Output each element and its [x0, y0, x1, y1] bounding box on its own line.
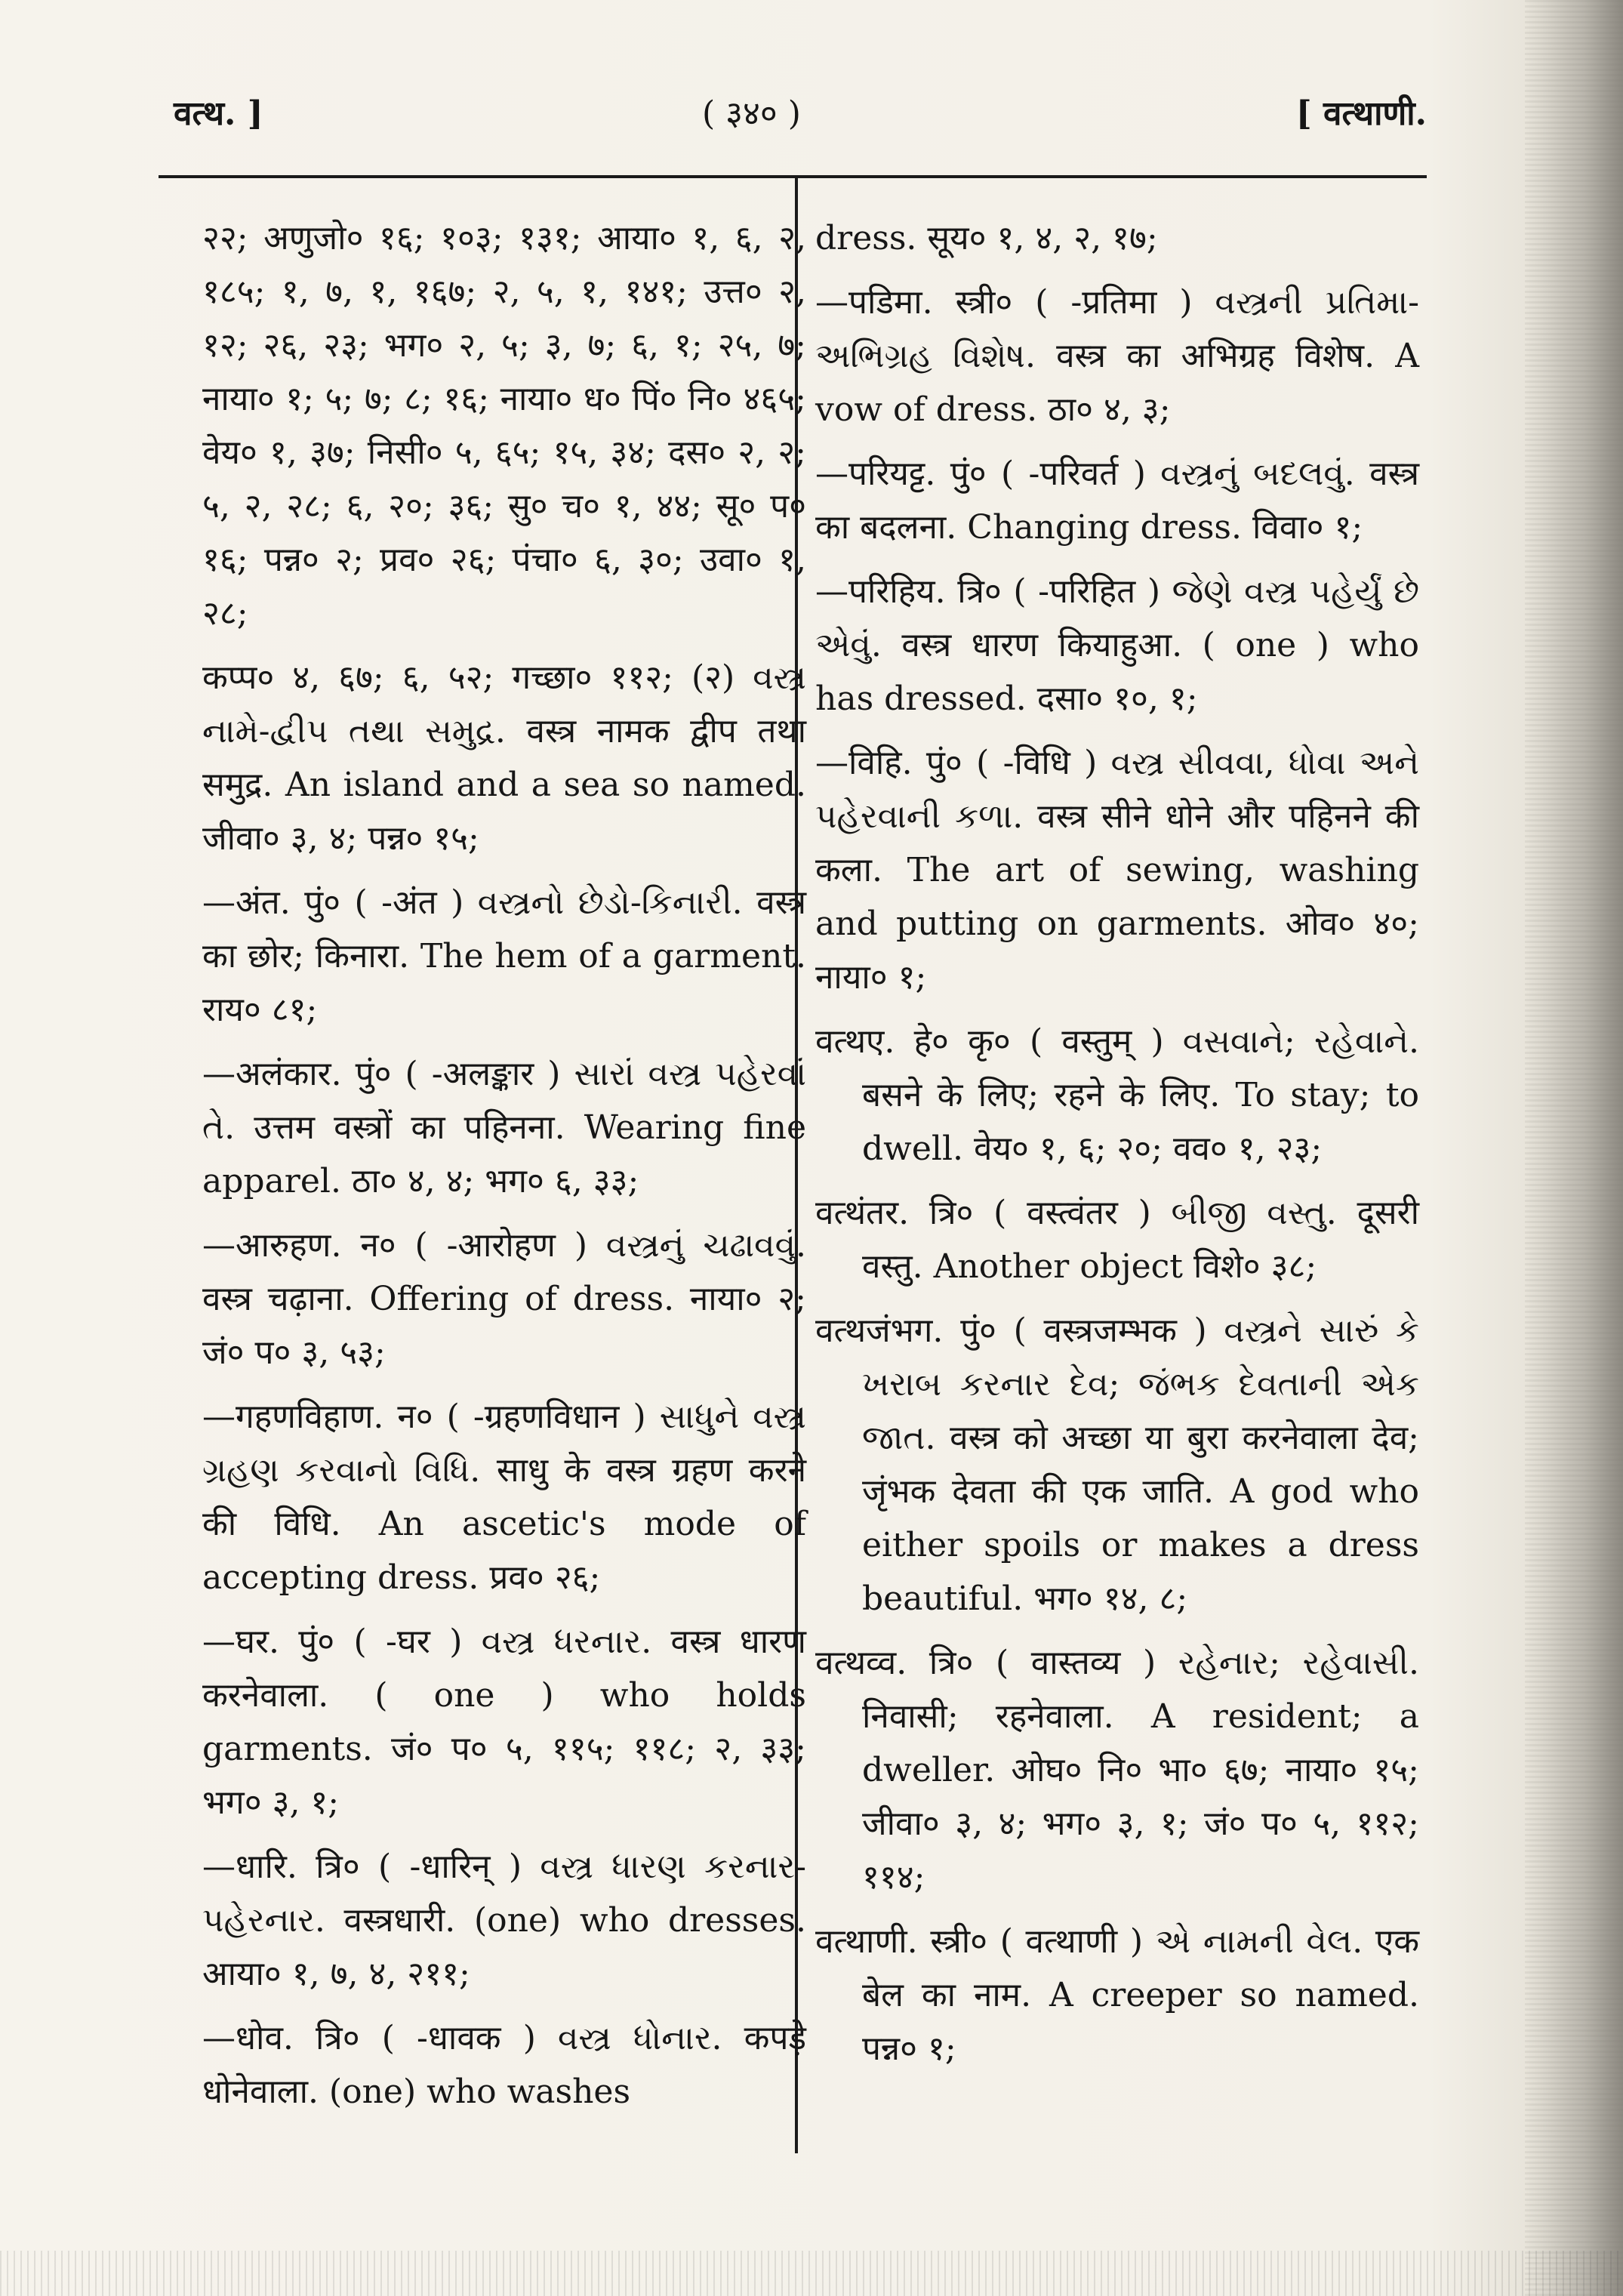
headword-entry: वत्थंतर. त्रि० ( वस्त्वंतर ) બીજી વસ્તુ. दूसरी वस्तु. Another object विशे० ३८; — [815, 1194, 1419, 1286]
header-left-guideword: वत्थ. ] — [174, 94, 263, 133]
header-rule — [159, 175, 1427, 178]
page-number: ( ३४० ) — [702, 94, 801, 133]
entry-paragraph: —आरुहण. न० ( -आरोहण ) વસ્ત્રનું ચઢાવવું. वस्त्र चढ़ाना. Offering of dress. नाया० २; जं० प० ३, ५३; — [202, 1226, 806, 1372]
entry-paragraph: —परियट्ट. पुं० ( -परिवर्त ) વસ્ત્રનું બદલવું. वस्त्र का बदलना. Changing dress. विवा० १; — [815, 455, 1419, 547]
headword-entry: वत्थए. हे० कृ० ( वस्तुम् ) વસવાને; રહેવાને. बसने के लिए; रहने के लिए. To stay; to dwell. वेय० १, ६; २०; वव० १, २३; — [815, 1022, 1419, 1168]
entry-paragraph: dress. सूय० १, ४, २, १७; — [815, 219, 1158, 257]
entry-paragraph: २२; अणुजो० १६; १०३; १३१; आया० १, ६, २, १८५; १, ७, १, १६७; २, ५, १, १४१; उत्त० २, १२; २६, २३; भग० २, ५; ३, ७; ६, १; २५, ७; नाया० १; ५; ७; ८; १६; नाया० ध० पिं० नि० ४६५; वेय० १, ३७; निसी० ५, ६५; १५, ३४; दस० २, २; ५, २, २८; ६, २०; ३६; सु० च० १, ४४; सू० प० १६; पन्न० २; प्रव० २६; पंचा० ६, ३०; उवा० १, २८; — [202, 219, 806, 633]
headword-entry: वत्थव्व. त्रि० ( वास्तव्य ) રહેનાર; રહેવાસી. निवासी; रहनेवाला. A resident; a dweller. ओघ० नि० भा० ६७; नाया० १५; जीवा० ३, ४; भग० ३, १; जं० प० ५, ११२; ११४; — [815, 1644, 1419, 1897]
entry-paragraph: —अंत. पुं० ( -अंत ) વસ્ત્રનો છેડો-કિનારી. वस्त्र का छोर; किनारा. The hem of a garment. राय० ८१; — [202, 883, 806, 1029]
entry-paragraph: —परिहिय. त्रि० ( -परिहित ) જેણે વસ્ત્ર પહેર્યું છે એવું. वस्त्र धारण कियाहुआ. ( one ) who has dressed. दसा० १०, १; — [815, 572, 1419, 718]
page-header — [159, 89, 1427, 142]
entry-paragraph: —पडिमा. स्त्री० ( -प्रतिमा ) વસ્ત્રની પ્રતિમા-અભિગ્રહ વિશેષ. वस्त्र का अभिग्रह विशेष. A vow of dress. ठा० ४, ३; — [815, 283, 1419, 429]
headword-entry: वत्थाणी. स्त्री० ( वत्थाणी ) એ નામની વેલ. एक बेल का नाम. A creeper so named. पन्न० १; — [815, 1922, 1419, 2068]
left-column — [202, 211, 806, 2129]
entry-paragraph: —गहणविहाण. न० ( -ग्रहणविधान ) સાધુને વસ્ત્ર ગ્રહણ કરવાનો વિધિ. साधु के वस्त्र ग्रहण करने की विधि. An ascetic's mode of accepting dress. प्रव० २६; — [202, 1398, 806, 1597]
right-column — [815, 211, 1419, 2086]
scan-edge-shadow — [1525, 0, 1623, 2296]
entry-paragraph: कप्प० ४, ६७; ६, ५२; गच्छा० ११२; (२) વસ્ત્ર નામે-દ્વીપ તથા સમુદ્ર. वस्त्र नामक द्वीप तथा समुद्र. An island and a sea so named. जीवा० ३, ४; पन्न० १५; — [202, 658, 806, 858]
entry-paragraph: —धोव. त्रि० ( -धावक ) વસ્ત્ર ધોનાર. कपड़े धोनेवाला. (one) who washes — [202, 2019, 806, 2111]
header-right-guideword: [ वत्थाणी. — [1295, 94, 1427, 133]
entry-paragraph: —घर. पुं० ( -घर ) વસ્ત્ર ધરનાર. वस्त्र धारण करनेवाला. ( one ) who holds garments. जं० प० ५, ११५; ११८; २, ३३; भग० ३, १; — [202, 1623, 806, 1822]
entry-paragraph: —अलंकार. पुं० ( -अलङ्कार ) સારાં વસ્ત્ર પહેરવાં તે. उत्तम वस्त्रों का पहिनना. Wearing fine apparel. ठा० ४, ४; भग० ६, ३३; — [202, 1055, 806, 1200]
entry-paragraph: —धारि. त्रि० ( -धारिन् ) વસ્ત્ર ધારણ કરનાર-પહેરનાર. वस्त्रधारी. (one) who dresses. आया० १, ७, ४, २११; — [202, 1848, 806, 1993]
scan-bottom-noise — [0, 2251, 1623, 2296]
headword-entry: वत्थजंभग. पुं० ( वस्त्रजम्भक ) વસ્ત્રને સારું કે ખરાબ કરનાર દેવ; જંભક દેવતાની એક જાત. वस्त्र को अच्छा या बुरा करनेवाला देव; जृंभक देवता की एक जाति. A god who either spoils or makes a dress beautiful. भग० १४, ८; — [815, 1311, 1419, 1618]
entry-paragraph: —विहि. पुं० ( -विधि ) વસ્ત્ર સીવવા, ધોવા અને પહેરવાની કળા. वस्त्र सीने धोने और पहिनने की कला. The art of sewing, washing and putting on garments. ओव० ४०; नाया० १; — [815, 744, 1419, 997]
